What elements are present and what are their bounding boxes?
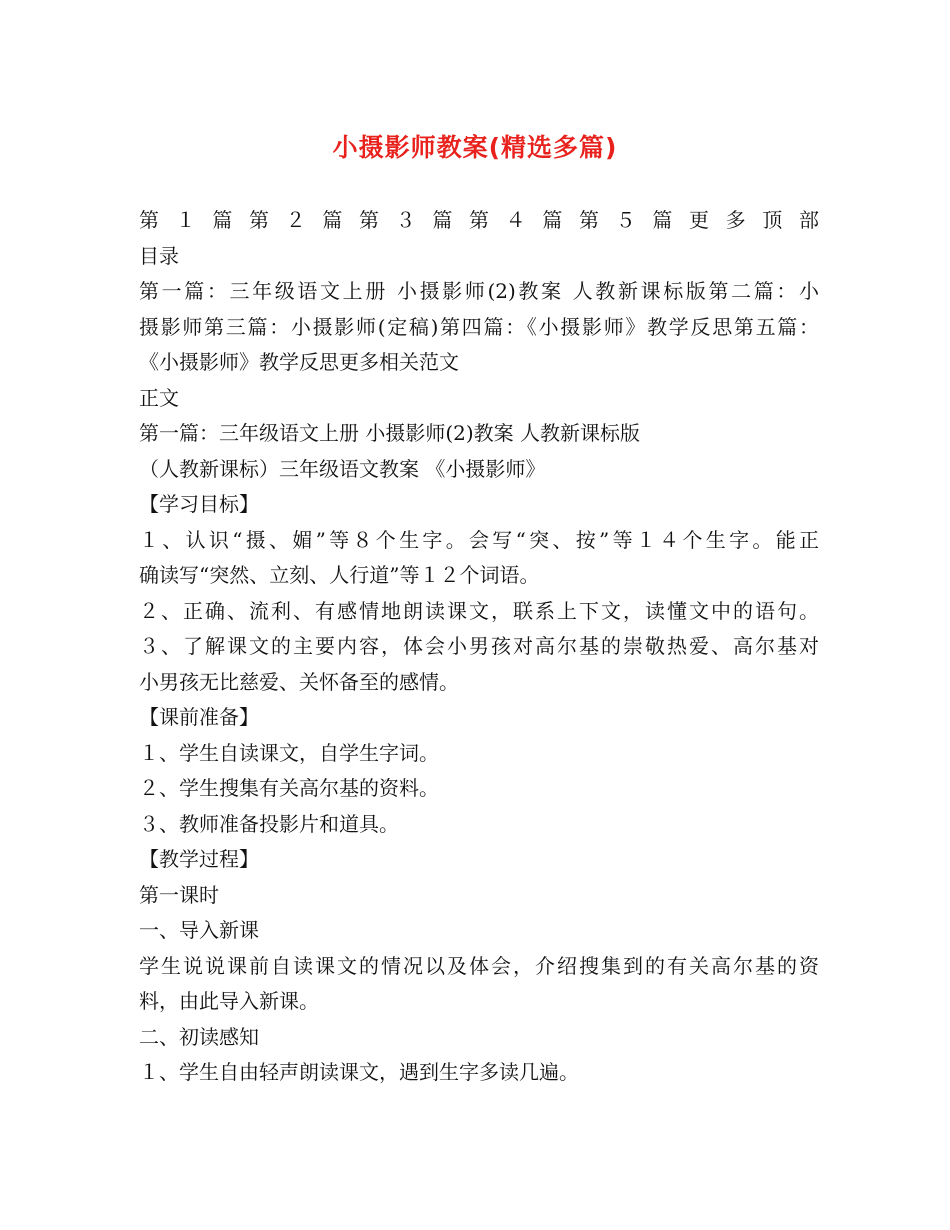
step-heading: 一、导入新课 <box>139 918 259 942</box>
document-body <box>139 203 819 1091</box>
toc-line: 《小摄影师》教学反思更多相关范文 <box>139 350 459 374</box>
section-heading: 【学习目标】 <box>139 492 259 516</box>
paragraph-line: 料，由此导入新课。 <box>139 989 319 1013</box>
page-title: 小摄影师教案(精选多篇) <box>332 133 618 162</box>
paragraph-line: ２、学生搜集有关高尔基的资料。 <box>139 776 439 800</box>
section-heading: 【教学过程】 <box>139 847 259 871</box>
paragraph-line: 确读写“突然、立刻、人行道”等１２个词语。 <box>139 563 540 587</box>
toc-line: 摄影师第三篇：小摄影师(定稿)第四篇：《小摄影师》教学反思第五篇： <box>139 314 819 339</box>
body-heading: 正文 <box>139 385 179 410</box>
paragraph-line: １、学生自由轻声朗读课文，遇到生字多读几遍。 <box>139 1060 579 1084</box>
paragraph-line: ２、正确、流利、有感情地朗读课文，联系上下文，读懂文中的语句。 <box>139 598 819 623</box>
section-title: 第一篇：三年级语文上册 小摄影师(2)教案 人教新课标版 <box>139 421 641 445</box>
paragraph-line: ３、教师准备投影片和道具。 <box>139 811 399 836</box>
paragraph-line: １、学生自读课文，自学生字词。 <box>139 740 439 765</box>
lesson-heading: 第一课时 <box>139 882 219 907</box>
paragraph-line: ３、了解课文的主要内容，体会小男孩对高尔基的崇敬热爱、高尔基对 <box>139 634 819 658</box>
nav-links-line: 第１篇第２篇第３篇第４篇第５篇更多顶部 <box>139 208 819 232</box>
paragraph-line: 小男孩无比慈爱、关怀备至的感情。 <box>139 669 459 694</box>
step-heading: 二、初读感知 <box>139 1024 259 1049</box>
toc-line: 第一篇：三年级语文上册 小摄影师(2)教案 人教新课标版第二篇：小 <box>139 279 819 303</box>
subtitle-line: （人教新课标）三年级语文教案 《小摄影师》 <box>139 456 546 481</box>
toc-heading: 目录 <box>139 243 179 268</box>
paragraph-line: １、认识“摄、媚”等８个生字。会写“突、按”等１４个生字。能正 <box>139 527 819 552</box>
paragraph-line: 学生说说课前自读课文的情况以及体会，介绍搜集到的有关高尔基的资 <box>139 953 819 978</box>
section-heading: 【课前准备】 <box>139 705 259 729</box>
